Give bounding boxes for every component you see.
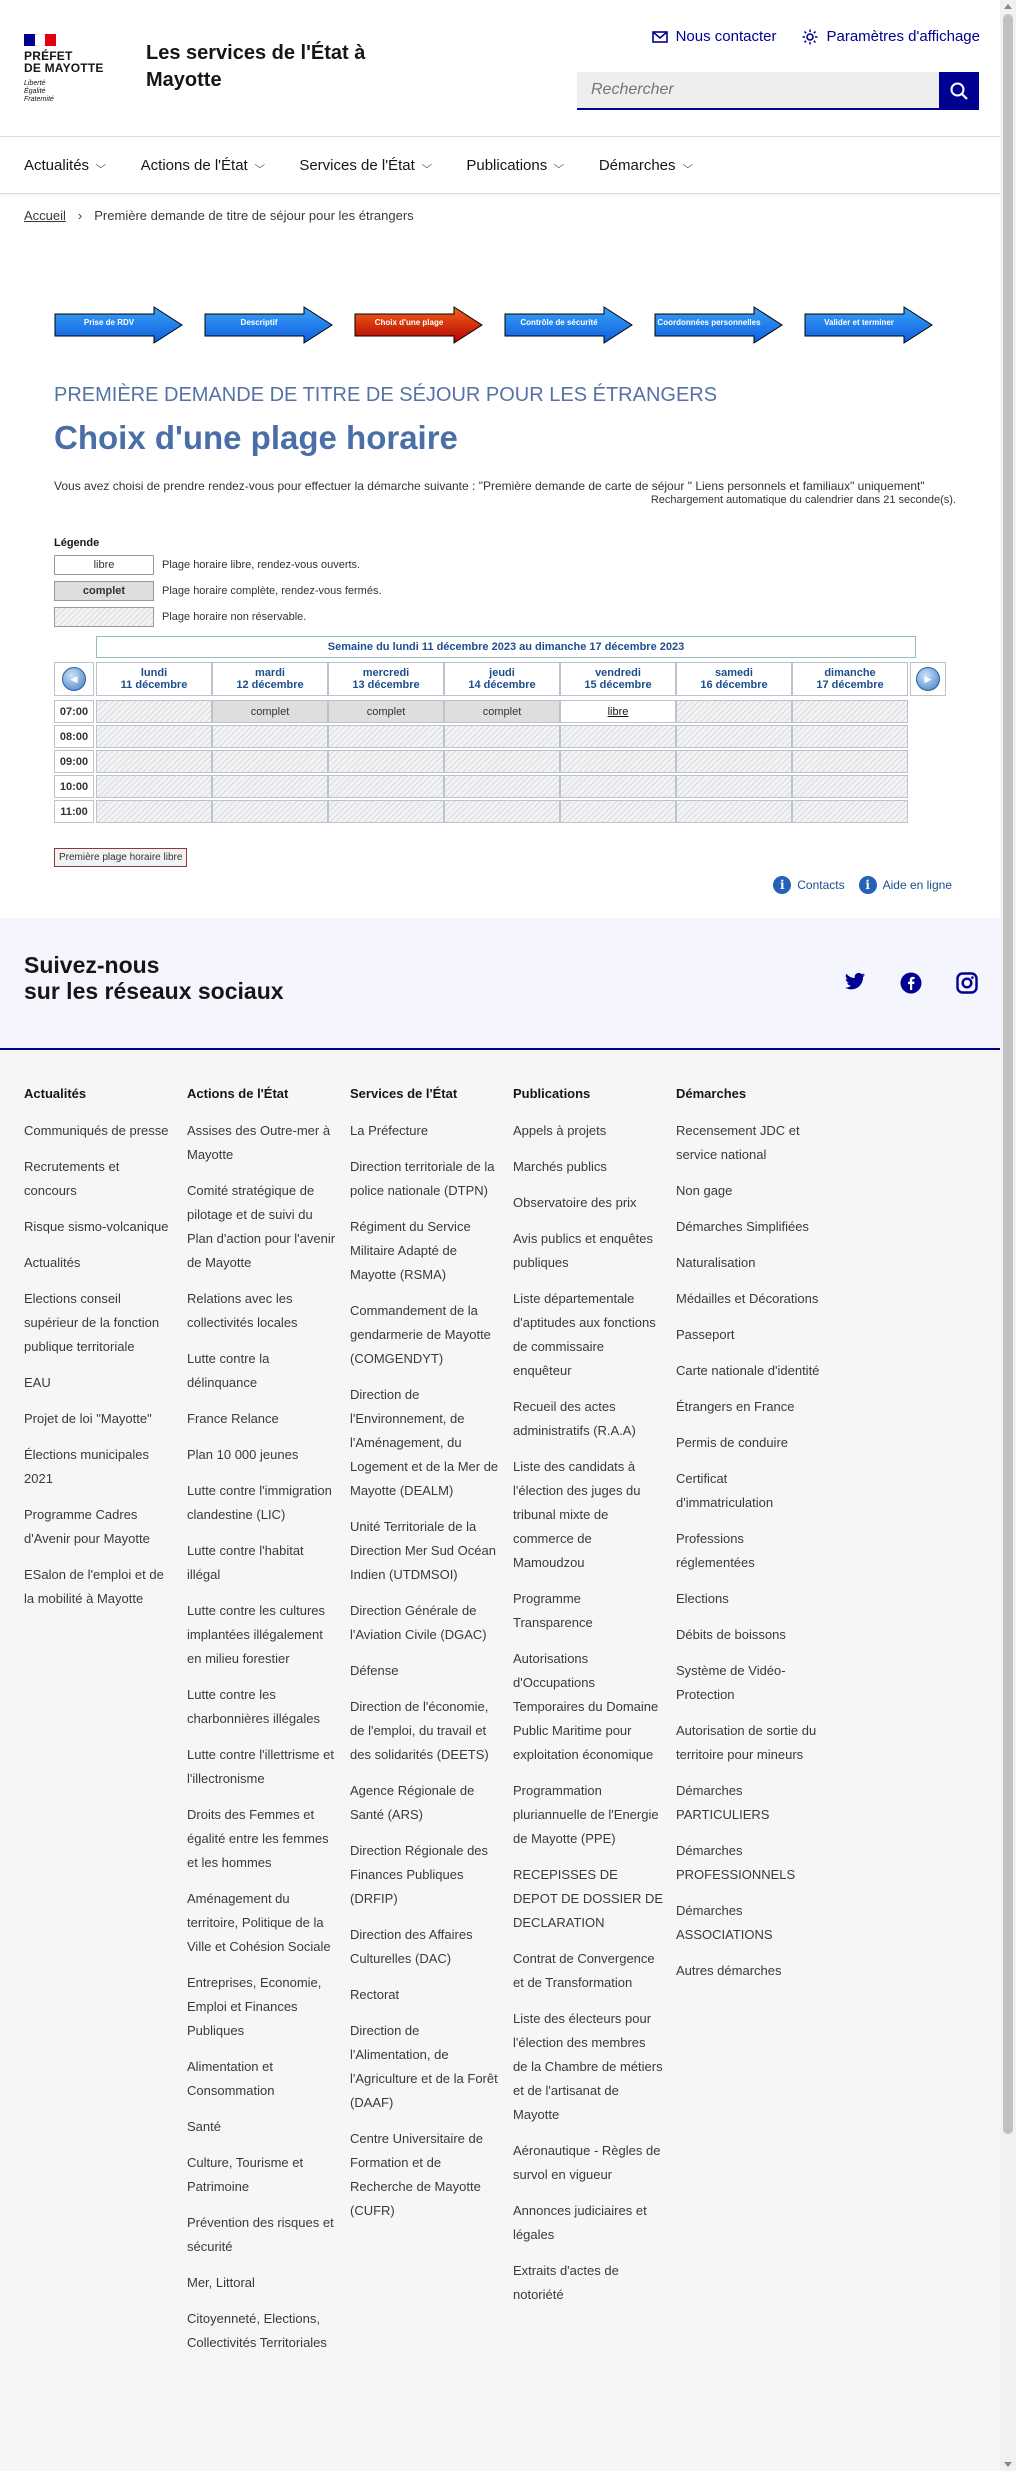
- footer-link[interactable]: Unité Territoriale de la Direction Mer Sud Océan Indien (UTDMSOI): [350, 1519, 496, 1582]
- footer-link[interactable]: Démarches PROFESSIONNELS: [676, 1843, 796, 1882]
- legend-box-unavailable: [54, 607, 154, 627]
- search-input[interactable]: [577, 72, 939, 110]
- step-label: Coordonnées personnelles: [657, 318, 761, 327]
- footer-link[interactable]: RECEPISSES DE DEPOT DE DOSSIER DE DECLARATION: [513, 1867, 664, 1930]
- slot-libre[interactable]: [560, 700, 676, 723]
- footer-link[interactable]: Système de Vidéo-Protection: [676, 1663, 786, 1702]
- republic-flag-icon: [24, 34, 56, 46]
- help-links: [773, 876, 952, 894]
- footer-link[interactable]: Direction de l'Environnement, de l'Aménagement, du Logement et de la Mer de Mayotte (DEALM): [350, 1387, 499, 1498]
- chevron-down-icon: ⌵: [95, 159, 107, 171]
- footer-link[interactable]: Projet de loi "Mayotte": [24, 1411, 152, 1426]
- footer-column: [513, 1086, 663, 2319]
- footer-link[interactable]: Aménagement du territoire, Politique de la Ville et Cohésion Sociale: [187, 1891, 331, 1954]
- social-title: [24, 952, 284, 1004]
- hour-label: 10:00: [54, 775, 94, 798]
- footer-link[interactable]: Annonces judiciaires et légales: [513, 2203, 647, 2242]
- slot-unavailable: [792, 725, 908, 748]
- day-name: lundi: [140, 667, 168, 679]
- footer-link[interactable]: Recrutements et concours: [24, 1159, 120, 1198]
- slot-unavailable: [328, 725, 444, 748]
- footer-link[interactable]: Appels à projets: [513, 1123, 607, 1138]
- slot-unavailable: [328, 750, 444, 773]
- footer-link[interactable]: Direction des Affaires Culturelles (DAC): [350, 1927, 473, 1966]
- day-header: [560, 662, 676, 696]
- legend-box-libre: libre: [54, 555, 154, 575]
- display-settings-label: Paramètres d'affichage: [826, 28, 980, 45]
- devise-fraternite: Fraternité: [24, 96, 54, 103]
- footer-link[interactable]: Assises des Outre-mer à Mayotte: [187, 1123, 331, 1162]
- day-name: mardi: [255, 667, 285, 679]
- footer-column: [676, 1086, 826, 1995]
- legend-row-complet: [54, 581, 954, 601]
- day-date: 11 décembre: [120, 679, 188, 691]
- footer-link[interactable]: Actualités: [24, 1255, 81, 1270]
- footer-link[interactable]: Direction territoriale de la police nationale (DTPN): [350, 1159, 495, 1198]
- slot-unavailable: [676, 725, 792, 748]
- day-date: 14 décembre: [468, 679, 536, 691]
- social-section: [0, 918, 1000, 1050]
- arrow-right-icon: ►: [916, 667, 940, 691]
- breadcrumb-home-link[interactable]: Accueil: [24, 208, 66, 223]
- nav-item-publications[interactable]: [466, 156, 565, 174]
- footer-column: [350, 1086, 500, 2235]
- step-label: Contrôle de sécurité: [520, 318, 598, 327]
- nav-label: Démarches: [598, 156, 676, 174]
- slot-complet: [328, 700, 444, 723]
- reload-countdown: Rechargement automatique du calendrier dans 21 seconde(s).: [650, 494, 956, 506]
- instagram-icon[interactable]: [956, 972, 978, 994]
- footer-link[interactable]: Direction de l'économie, de l'emploi, du travail et des solidarités (DEETS): [350, 1699, 489, 1762]
- footer-links: [0, 1050, 1000, 2471]
- site-title[interactable]: Les services de l'État à Mayotte: [146, 42, 366, 91]
- step-label: Prise de RDV: [83, 318, 135, 327]
- footer-column: [187, 1086, 337, 2367]
- footer-link[interactable]: Recensement JDC et service national: [676, 1123, 800, 1162]
- footer-link[interactable]: Extraits d'actes de notoriété: [513, 2263, 619, 2302]
- slot-unavailable: [792, 775, 908, 798]
- footer-link[interactable]: Santé: [187, 2119, 221, 2134]
- footer-link[interactable]: Lutte contre l'habitat illégal: [187, 1543, 304, 1582]
- site-header: [0, 0, 1000, 137]
- nav-item-demarches[interactable]: [599, 157, 691, 174]
- chevron-down-icon: ⌵: [421, 159, 432, 171]
- day-date: 12 décembre: [236, 679, 304, 691]
- slot-unavailable: [792, 750, 908, 773]
- main-content: [54, 384, 956, 892]
- display-settings-button[interactable]: [802, 28, 980, 45]
- contact-link[interactable]: [652, 28, 777, 45]
- breadcrumb: [24, 208, 414, 223]
- footer-link[interactable]: Citoyenneté, Elections, Collectivités Territoriales: [187, 2311, 327, 2350]
- chevron-down-icon: ⌵: [553, 159, 565, 171]
- slot-complet: [444, 700, 560, 723]
- week-label: Semaine du lundi 11 décembre 2023 au dimanche 17 décembre 2023: [96, 636, 916, 658]
- day-name: vendredi: [595, 667, 641, 679]
- search-bar: [577, 72, 979, 110]
- footer-link[interactable]: Lutte contre les cultures implantées illégalement en milieu forestier: [187, 1603, 326, 1666]
- slot-unavailable: [328, 775, 444, 798]
- day-name: dimanche: [824, 667, 876, 679]
- footer-link[interactable]: Lutte contre l'illettrisme et l'illectronisme: [187, 1747, 334, 1786]
- footer-link[interactable]: Lutte contre la délinquance: [187, 1351, 270, 1390]
- footer-link[interactable]: Marchés publics: [513, 1159, 607, 1174]
- contacts-label: Contacts: [797, 878, 845, 892]
- step-3: [354, 306, 484, 344]
- day-header: [792, 662, 908, 696]
- info-icon: i: [859, 876, 877, 894]
- step-1: [54, 306, 184, 344]
- footer-link[interactable]: Démarches ASSOCIATIONS: [676, 1903, 773, 1942]
- chevron-down-icon: ⌵: [682, 159, 693, 171]
- calendar: [54, 636, 954, 818]
- logo-devise: [24, 80, 114, 104]
- mail-icon: [652, 31, 668, 43]
- footer-link[interactable]: Naturalisation: [676, 1255, 756, 1270]
- footer-link[interactable]: Plan 10 000 jeunes: [187, 1447, 299, 1462]
- footer-link[interactable]: Culture, Tourisme et Patrimoine: [187, 2155, 304, 2194]
- day-name: samedi: [715, 667, 753, 679]
- slot-unavailable: [212, 750, 328, 773]
- slot-unavailable: [560, 775, 676, 798]
- contact-label: Nous contacter: [675, 28, 777, 45]
- hour-label: 11:00: [54, 800, 94, 823]
- legend-box-complet: complet: [54, 581, 154, 601]
- legend-title: Légende: [54, 537, 100, 549]
- footer-link[interactable]: Liste des électeurs pour l'élection des membres de la Chambre de métiers et de l'artisanat de Mayotte: [513, 2011, 663, 2122]
- footer-link[interactable]: Autorisation de sortie du territoire pour mineurs: [676, 1723, 817, 1762]
- chevron-right-icon: ›: [77, 208, 83, 223]
- page-subtitle: PREMIÈRE DEMANDE DE TITRE DE SÉJOUR POUR LES ÉTRANGERS: [54, 384, 718, 406]
- day-header: [328, 662, 444, 696]
- footer-link[interactable]: Médailles et Décorations: [676, 1291, 819, 1306]
- progress-steps: [54, 306, 934, 344]
- legend-text: Plage horaire complète, rendez-vous fermés.: [162, 585, 382, 597]
- day-date: 15 décembre: [584, 679, 652, 691]
- contacts-link[interactable]: [773, 876, 844, 894]
- step-5: [654, 306, 784, 344]
- day-header: [676, 662, 792, 696]
- main-navigation: [0, 137, 1000, 194]
- step-label: Descriptif: [240, 318, 278, 327]
- slot-unavailable: [560, 750, 676, 773]
- slot-unavailable: [676, 750, 792, 773]
- footer-link[interactable]: Aéronautique - Règles de survol en vigueur: [513, 2143, 661, 2182]
- logo-title-line2: DE MAYOTTE: [24, 61, 104, 75]
- footer-link[interactable]: Risque sismo-volcanique: [24, 1219, 169, 1234]
- footer-link[interactable]: Droits des Femmes et égalité entre les femmes et les hommes: [187, 1807, 329, 1870]
- day-date: 16 décembre: [700, 679, 768, 691]
- hour-label: 07:00: [54, 700, 94, 723]
- nav-label: Publications: [466, 156, 548, 174]
- slot-complet: [212, 700, 328, 723]
- footer-link[interactable]: Contrat de Convergence et de Transformation: [513, 1951, 655, 1990]
- slot-unavailable: [560, 800, 676, 823]
- footer-column-title: Actions de l'État: [187, 1086, 289, 1101]
- nav-item-services-etat[interactable]: [299, 157, 430, 174]
- footer-link[interactable]: Autres démarches: [676, 1963, 782, 1978]
- footer-link[interactable]: La Préfecture: [350, 1123, 429, 1138]
- scrollbar-thumb[interactable]: [1003, 14, 1013, 2134]
- footer-link[interactable]: Liste des candidats à l'élection des juges du tribunal mixte de commerce de Mamoudzou: [513, 1459, 641, 1570]
- footer-link[interactable]: Relations avec les collectivités locales: [187, 1291, 298, 1330]
- slot-unavailable: [212, 800, 328, 823]
- footer-link[interactable]: Entreprises, Economie, Emploi et Finances Publiques: [187, 1975, 322, 2038]
- nav-label: Actualités: [24, 156, 90, 174]
- breadcrumb-current: Première demande de titre de séjour pour les étrangers: [94, 208, 414, 223]
- day-date: 17 décembre: [816, 679, 884, 691]
- search-button[interactable]: [939, 72, 979, 110]
- nav-item-actualites[interactable]: [24, 157, 105, 174]
- scroll-up-arrow-icon[interactable]: [1004, 4, 1012, 9]
- social-icons: [844, 972, 978, 994]
- slot-unavailable: [560, 725, 676, 748]
- footer-link[interactable]: France Relance: [187, 1411, 279, 1426]
- slot-unavailable: [96, 725, 212, 748]
- chevron-down-icon: ⌵: [254, 159, 265, 171]
- slot-unavailable: [444, 725, 560, 748]
- footer-link[interactable]: Elections conseil supérieur de la fonction publique territoriale: [24, 1291, 160, 1354]
- day-header: [444, 662, 560, 696]
- slot-unavailable: [96, 800, 212, 823]
- step-label: Choix d'une plage: [374, 318, 444, 327]
- help-label: Aide en ligne: [882, 878, 952, 892]
- intro-text: Vous avez choisi de prendre rendez-vous pour effectuer la démarche suivante : "Première demande de carte de séjour " Liens personnels et familiaux" uniquement": [54, 479, 925, 493]
- legend-text: Plage horaire libre, rendez-vous ouverts.: [162, 559, 361, 571]
- arrow-left-icon: ◄: [62, 667, 86, 691]
- logo-title-line1: PRÉFET: [24, 49, 73, 63]
- footer-link[interactable]: Professions réglementées: [676, 1531, 755, 1570]
- footer-link[interactable]: Permis de conduire: [676, 1435, 788, 1450]
- legend-text: Plage horaire non réservable.: [162, 611, 307, 623]
- day-name: jeudi: [489, 667, 515, 679]
- footer-link[interactable]: Programmation pluriannuelle de l'Energie de Mayotte (PPE): [513, 1783, 659, 1846]
- footer-link[interactable]: Autorisations d'Occupations Temporaires du Domaine Public Maritime pour exploitation économique: [513, 1651, 659, 1762]
- slot-unavailable: [328, 800, 444, 823]
- legend-row-unavailable: [54, 607, 954, 627]
- help-link[interactable]: [859, 876, 952, 894]
- hour-label: 08:00: [54, 725, 94, 748]
- sun-icon: [802, 29, 818, 45]
- step-4: [504, 306, 634, 344]
- footer-link[interactable]: Centre Universitaire de Formation et de Recherche de Mayotte (CUFR): [350, 2131, 483, 2218]
- slot-unavailable: [676, 700, 792, 723]
- nav-label: Services de l'État: [299, 156, 415, 174]
- slot-unavailable: [444, 750, 560, 773]
- slot-unavailable: [792, 700, 908, 723]
- social-title-line2: sur les réseaux sociaux: [24, 978, 284, 1004]
- page-title: Choix d'une plage horaire: [54, 419, 458, 456]
- footer-link[interactable]: EAU: [24, 1375, 51, 1390]
- footer-link[interactable]: Direction de l'Alimentation, de l'Agriculture et de la Forêt (DAAF): [350, 2023, 498, 2110]
- slot-label: complet: [482, 705, 522, 718]
- slot-unavailable: [444, 775, 560, 798]
- hour-label: 09:00: [54, 750, 94, 773]
- slot-unavailable: [96, 700, 212, 723]
- slot-unavailable: [444, 800, 560, 823]
- step-2: [204, 306, 334, 344]
- footer-column-title: Démarches: [676, 1086, 747, 1101]
- slot-unavailable: [676, 775, 792, 798]
- day-header: [96, 662, 212, 696]
- footer-link[interactable]: Certificat d'immatriculation: [676, 1471, 774, 1510]
- footer-link[interactable]: Mer, Littoral: [187, 2275, 255, 2290]
- header-tools: [652, 28, 980, 45]
- footer-column-title: Actualités: [24, 1086, 87, 1101]
- footer-link[interactable]: Communiqués de presse: [24, 1123, 169, 1138]
- devise-liberte: Liberté: [24, 80, 46, 87]
- nav-label: Actions de l'État: [140, 156, 248, 174]
- footer-link[interactable]: Démarches Simplifiées: [676, 1219, 809, 1234]
- slot-unavailable: [212, 775, 328, 798]
- footer-link[interactable]: Direction Régionale des Finances Publiques (DRFIP): [350, 1843, 489, 1906]
- slot-unavailable: [96, 750, 212, 773]
- footer-link[interactable]: Programme Cadres d'Avenir pour Mayotte: [24, 1507, 150, 1546]
- slot-unavailable: [96, 775, 212, 798]
- day-name: mercredi: [362, 667, 410, 679]
- first-free-slot-button[interactable]: Première plage horaire libre: [54, 848, 187, 867]
- day-header: [212, 662, 328, 696]
- prefet-logo[interactable]: [24, 34, 114, 104]
- footer-link[interactable]: ESalon de l'emploi et de la mobilité à Mayotte: [24, 1567, 164, 1606]
- footer-link[interactable]: Défense: [350, 1663, 399, 1678]
- social-title-line1: Suivez-nous: [24, 952, 160, 978]
- footer-link[interactable]: Recueil des actes administratifs (R.A.A): [513, 1399, 636, 1438]
- footer-link[interactable]: Non gage: [676, 1183, 733, 1198]
- footer-column: [24, 1086, 174, 1623]
- slot-label: complet: [366, 705, 406, 718]
- footer-link[interactable]: Liste départementale d'aptitudes aux fonctions de commissaire enquêteur: [513, 1291, 656, 1378]
- footer-link[interactable]: Programme Transparence: [513, 1591, 593, 1630]
- facebook-icon[interactable]: [900, 972, 922, 994]
- slot-unavailable: [676, 800, 792, 823]
- search-icon: [949, 81, 969, 101]
- footer-link[interactable]: Comité stratégique de pilotage et de suivi du Plan d'action pour l'avenir de Mayotte: [187, 1183, 336, 1270]
- footer-link[interactable]: Alimentation et Consommation: [187, 2059, 275, 2098]
- footer-link[interactable]: Commandement de la gendarmerie de Mayotte (COMGENDYT): [350, 1303, 491, 1366]
- slot-label: complet: [250, 705, 290, 718]
- footer-link[interactable]: Étrangers en France: [676, 1399, 795, 1414]
- footer-link[interactable]: Direction Générale de l'Aviation Civile (DGAC): [350, 1603, 487, 1642]
- footer-column-title: Publications: [513, 1086, 591, 1101]
- footer-link[interactable]: Lutte contre l'immigration clandestine (LIC): [187, 1483, 332, 1522]
- footer-link[interactable]: Régiment du Service Militaire Adapté de Mayotte (RSMA): [350, 1219, 471, 1282]
- step-6: [804, 306, 934, 344]
- footer-column-title: Services de l'État: [350, 1086, 458, 1101]
- footer-link[interactable]: Lutte contre les charbonnières illégales: [187, 1687, 320, 1726]
- footer-link[interactable]: Elections: [676, 1591, 729, 1606]
- twitter-icon[interactable]: [844, 972, 866, 992]
- step-label: Valider et terminer: [824, 318, 894, 327]
- nav-item-actions-etat[interactable]: [141, 157, 264, 174]
- slot-label[interactable]: libre: [607, 705, 629, 718]
- next-week-button[interactable]: [910, 662, 946, 696]
- day-date: 13 décembre: [352, 679, 420, 691]
- footer-link[interactable]: Observatoire des prix: [513, 1195, 637, 1210]
- legend-row-libre: [54, 555, 954, 575]
- previous-week-button[interactable]: [54, 662, 94, 696]
- footer-link[interactable]: Carte nationale d'identité: [676, 1363, 820, 1378]
- scroll-down-arrow-icon[interactable]: [1004, 2462, 1012, 2467]
- footer-link[interactable]: Agence Régionale de Santé (ARS): [350, 1783, 475, 1822]
- footer-link[interactable]: Débits de boissons: [676, 1627, 786, 1642]
- slot-unavailable: [212, 725, 328, 748]
- footer-link[interactable]: Rectorat: [350, 1987, 400, 2002]
- slot-unavailable: [792, 800, 908, 823]
- footer-link[interactable]: Passeport: [676, 1327, 735, 1342]
- footer-link[interactable]: Démarches PARTICULIERS: [676, 1783, 770, 1822]
- footer-link[interactable]: Prévention des risques et sécurité: [187, 2215, 334, 2254]
- footer-link[interactable]: Élections municipales 2021: [24, 1447, 150, 1486]
- devise-egalite: Égalité: [24, 88, 46, 95]
- info-icon: i: [773, 876, 791, 894]
- footer-link[interactable]: Avis publics et enquêtes publiques: [513, 1231, 653, 1270]
- scrollbar[interactable]: [1000, 0, 1016, 2471]
